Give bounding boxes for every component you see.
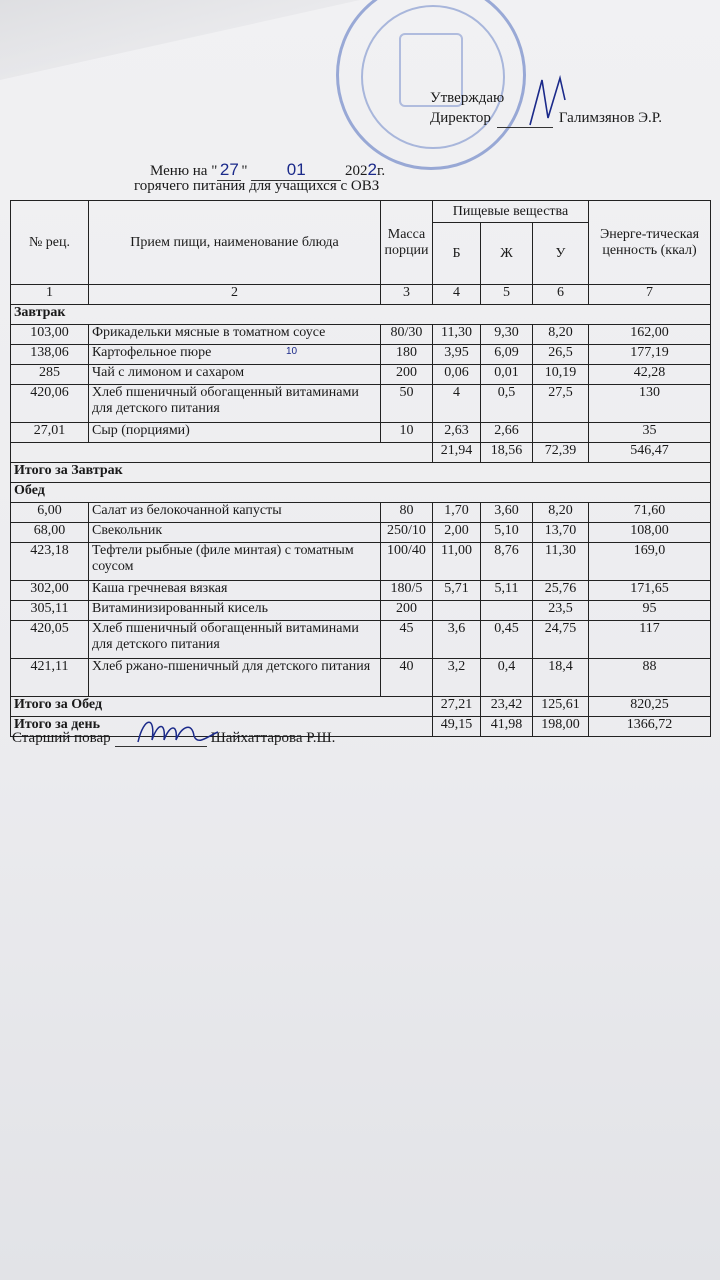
row-num: 302,00 xyxy=(11,581,89,601)
row-kcal: 169,0 xyxy=(589,543,711,581)
table-row xyxy=(11,365,711,385)
table-row xyxy=(11,423,711,443)
day-sum-b: 49,15 xyxy=(433,717,481,737)
row-num: 138,06 xyxy=(11,345,89,365)
breakfast-sum-u: 72,39 xyxy=(533,443,589,463)
colnum-4: 4 xyxy=(433,285,481,305)
header-name: Прием пищи, наименование блюда xyxy=(89,201,381,285)
header-nutrients: Пищевые вещества xyxy=(433,201,589,223)
lunch-body xyxy=(11,483,711,737)
colnum-7: 7 xyxy=(589,285,711,305)
approve-label: Утверждаю xyxy=(430,90,505,106)
breakfast-body xyxy=(11,305,711,483)
row-mass: 180/5 xyxy=(381,581,433,601)
row-zh: 6,09 xyxy=(481,345,533,365)
row-zh: 3,60 xyxy=(481,503,533,523)
row-b: 2,00 xyxy=(433,523,481,543)
row-zh: 2,66 xyxy=(481,423,533,443)
lunch-sum-u: 125,61 xyxy=(533,697,589,717)
row-num: 421,11 xyxy=(11,659,89,697)
chef-label: Старший повар xyxy=(12,730,111,746)
row-zh: 9,30 xyxy=(481,325,533,345)
row-zh: 0,45 xyxy=(481,621,533,659)
row-kcal: 88 xyxy=(589,659,711,697)
day-sum-zh: 41,98 xyxy=(481,717,533,737)
row-b: 11,30 xyxy=(433,325,481,345)
row-name: Фрикадельки мясные в томатном соусе xyxy=(89,325,381,345)
table-row xyxy=(11,385,711,423)
table-row xyxy=(11,325,711,345)
row-num: 27,01 xyxy=(11,423,89,443)
row-kcal: 108,00 xyxy=(589,523,711,543)
row-u xyxy=(533,423,589,443)
row-mass: 250/10 xyxy=(381,523,433,543)
chef-signature xyxy=(134,712,224,752)
breakfast-sum-row xyxy=(11,443,711,463)
row-b: 2,63 xyxy=(433,423,481,443)
row-kcal: 130 xyxy=(589,385,711,423)
row-zh: 5,11 xyxy=(481,581,533,601)
row-name: Хлеб пшеничный обогащенный витаминами для детского питания xyxy=(89,385,381,423)
header-mass: Масса порции xyxy=(381,201,433,285)
row-name: Хлеб пшеничный обогащенный витаминами для детского питания xyxy=(89,621,381,659)
header-b: Б xyxy=(433,223,481,285)
colnum-1: 1 xyxy=(11,285,89,305)
header-energy: Энерге-тическая ценность (ккал) xyxy=(589,201,711,285)
table-row xyxy=(11,503,711,523)
row-b: 1,70 xyxy=(433,503,481,523)
menu-month: 01 xyxy=(251,160,341,181)
director-name: Галимзянов Э.Р. xyxy=(558,110,663,126)
table-row xyxy=(11,543,711,581)
row-mass: 100/40 xyxy=(381,543,433,581)
row-zh xyxy=(481,601,533,621)
row-u: 27,5 xyxy=(533,385,589,423)
breakfast-sum-label xyxy=(11,443,433,463)
row-mass: 45 xyxy=(381,621,433,659)
breakfast-total-label: Итого за Завтрак xyxy=(11,463,711,483)
row-u: 25,76 xyxy=(533,581,589,601)
row-u: 13,70 xyxy=(533,523,589,543)
menu-table xyxy=(10,200,711,737)
menu-year-digit: 2 xyxy=(367,160,377,179)
lunch-total-label: Итого за Обед xyxy=(11,697,433,717)
row-kcal: 162,00 xyxy=(589,325,711,345)
director-label: Директор xyxy=(430,110,491,126)
row-num: 285 xyxy=(11,365,89,385)
row-kcal: 117 xyxy=(589,621,711,659)
row-num: 423,18 xyxy=(11,543,89,581)
row-b xyxy=(433,601,481,621)
section-breakfast: Завтрак xyxy=(11,305,711,325)
row-zh: 8,76 xyxy=(481,543,533,581)
row-num: 305,11 xyxy=(11,601,89,621)
row-num: 6,00 xyxy=(11,503,89,523)
row-mass: 50 xyxy=(381,385,433,423)
row-mass: 80/30 xyxy=(381,325,433,345)
row-kcal: 95 xyxy=(589,601,711,621)
row-kcal: 71,60 xyxy=(589,503,711,523)
row-num: 420,06 xyxy=(11,385,89,423)
row-mass: 80 xyxy=(381,503,433,523)
chef-name: Шайхаттарова Р.Ш. xyxy=(210,730,336,746)
table-row xyxy=(11,659,711,697)
day-sum-u: 198,00 xyxy=(533,717,589,737)
colnum-6: 6 xyxy=(533,285,589,305)
row-kcal: 171,65 xyxy=(589,581,711,601)
row-zh: 0,4 xyxy=(481,659,533,697)
row-b: 5,71 xyxy=(433,581,481,601)
row-mass: 200 xyxy=(381,365,433,385)
header-u: У xyxy=(533,223,589,285)
table-row xyxy=(11,601,711,621)
row-u: 8,20 xyxy=(533,325,589,345)
lunch-sum-row xyxy=(11,697,711,717)
breakfast-sum-zh: 18,56 xyxy=(481,443,533,463)
row-mass: 40 xyxy=(381,659,433,697)
row-name: Картофельное пюре xyxy=(89,345,381,365)
header-zh: Ж xyxy=(481,223,533,285)
director-signature xyxy=(520,70,570,130)
row-name: Каша гречневая вязкая xyxy=(89,581,381,601)
row-name: Тефтели рыбные (филе минтая) с томатным соусом xyxy=(89,543,381,581)
row-zh: 0,5 xyxy=(481,385,533,423)
row-u: 11,30 xyxy=(533,543,589,581)
row-u: 18,4 xyxy=(533,659,589,697)
handwritten-tick: 10 xyxy=(286,346,298,357)
day-sum-kcal: 1366,72 xyxy=(589,717,711,737)
table-row xyxy=(11,581,711,601)
colnum-2: 2 xyxy=(89,285,381,305)
menu-year-suffix: г. xyxy=(376,163,386,179)
row-num: 103,00 xyxy=(11,325,89,345)
row-name: Хлеб ржано-пшеничный для детского питания xyxy=(89,659,381,697)
colnum-5: 5 xyxy=(481,285,533,305)
menu-year-prefix: 202 xyxy=(344,163,368,179)
lunch-sum-b: 27,21 xyxy=(433,697,481,717)
row-zh: 0,01 xyxy=(481,365,533,385)
row-b: 3,2 xyxy=(433,659,481,697)
menu-title: Меню на " 27 " 01 2022г. xyxy=(150,160,386,179)
breakfast-sum-b: 21,94 xyxy=(433,443,481,463)
row-name: Чай с лимоном и сахаром xyxy=(89,365,381,385)
row-b: 3,6 xyxy=(433,621,481,659)
section-lunch: Обед xyxy=(11,483,711,503)
row-u: 8,20 xyxy=(533,503,589,523)
row-mass: 180 xyxy=(381,345,433,365)
menu-title-prefix: Меню на xyxy=(150,163,212,179)
row-kcal: 177,19 xyxy=(589,345,711,365)
lunch-sum-zh: 23,42 xyxy=(481,697,533,717)
row-u: 23,5 xyxy=(533,601,589,621)
header-num: № рец. xyxy=(11,201,89,285)
row-b: 0,06 xyxy=(433,365,481,385)
row-mass: 10 xyxy=(381,423,433,443)
breakfast-sum-kcal: 546,47 xyxy=(589,443,711,463)
row-b: 4 xyxy=(433,385,481,423)
colnum-3: 3 xyxy=(381,285,433,305)
row-u: 10,19 xyxy=(533,365,589,385)
row-name: Салат из белокочанной капусты xyxy=(89,503,381,523)
row-b: 11,00 xyxy=(433,543,481,581)
table-row xyxy=(11,523,711,543)
row-name: Свекольник xyxy=(89,523,381,543)
row-kcal: 35 xyxy=(589,423,711,443)
menu-day: 27 xyxy=(217,160,241,181)
menu-subtitle: горячего питания для учащихся с ОВЗ xyxy=(134,178,380,194)
row-name: Витаминизированный кисель xyxy=(89,601,381,621)
row-b: 3,95 xyxy=(433,345,481,365)
row-u: 24,75 xyxy=(533,621,589,659)
lunch-sum-kcal: 820,25 xyxy=(589,697,711,717)
row-zh: 5,10 xyxy=(481,523,533,543)
row-kcal: 42,28 xyxy=(589,365,711,385)
row-num: 420,05 xyxy=(11,621,89,659)
row-num: 68,00 xyxy=(11,523,89,543)
day-total-label: Итого за день xyxy=(11,717,433,737)
table-row xyxy=(11,621,711,659)
table-row xyxy=(11,345,711,365)
row-name: Сыр (порциями) xyxy=(89,423,381,443)
row-u: 26,5 xyxy=(533,345,589,365)
row-mass: 200 xyxy=(381,601,433,621)
